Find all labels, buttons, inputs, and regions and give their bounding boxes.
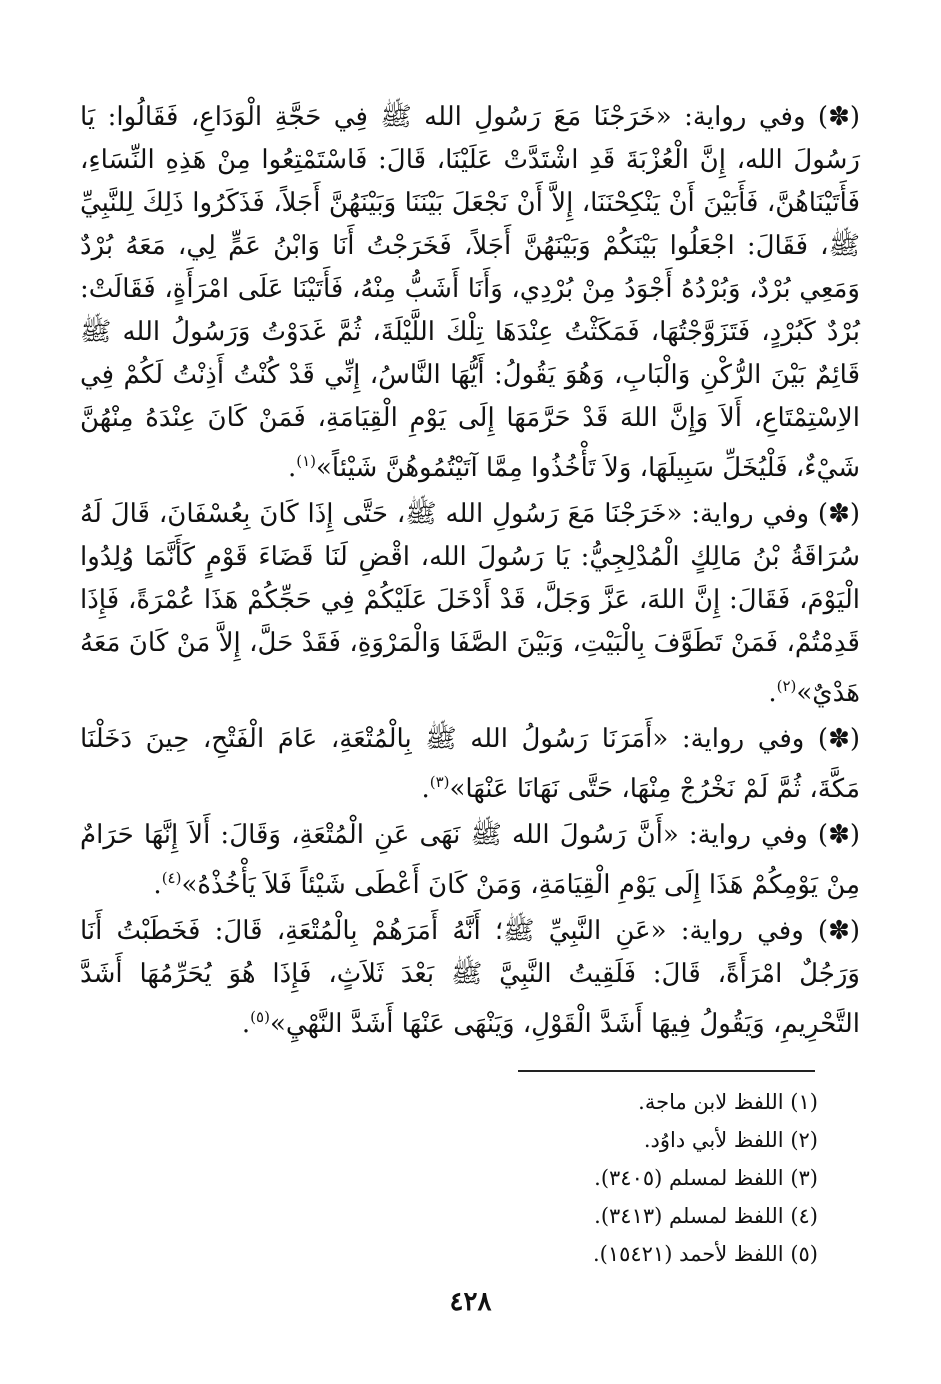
- footnote-marker: (١): [296, 452, 316, 470]
- footnotes: [440, 1083, 818, 1273]
- hadith-paragraph-4: [80, 814, 860, 907]
- hadith-paragraph-5: [80, 910, 860, 1046]
- paragraph-end: .: [768, 678, 777, 708]
- paragraph-text: (✽) وفي رواية: «خَرَجْنَا مَعَ رَسُولِ الله ﷺ فِي حَجَّةِ الْوَدَاعِ، فَقَالُوا: يَا رَسُولَ الله، إِنَّ الْعُزْبَةَ قَدِ اشْتَدَّتْ عَلَيْنَا، قَالَ: فَاسْتَمْتِعُوا مِنْ هَذِهِ النِّسَاءِ، فَأَتَيْنَاهُنَّ، فَأَبَيْنَ أَنْ يَنْكِحْنَنَا، إِلاَّ أَنْ نَجْعَلَ بَيْنَنَا وَبَيْنَهُنَّ أَجَلاً، فَذَكَرُوا ذَلِكَ لِلنَّبِيِّ ﷺ، فَقَالَ: اجْعَلُوا بَيْنَكُمْ وَبَيْنَهُنَّ أَجَلاً، فَخَرَجْتُ أَنَا وَابْنُ عَمٍّ لِي، مَعَهُ بُرْدٌ وَمَعِي بُرْدٌ، وَبُرْدُهُ أَجْوَدُ مِنْ بُرْدِي، وَأَنَا أَشَبُّ مِنْهُ، فَأَتَيْنَا عَلَى امْرَأَةٍ، فَقَالَتْ: بُرْدٌ كَبُرْدٍ، فَتَزَوَّجْتُهَا، فَمَكَثْتُ عِنْدَهَا تِلْكَ اللَّيْلَةَ، ثُمَّ غَدَوْتُ وَرَسُولُ الله ﷺ قَائِمٌ بَيْنَ الرُّكْنِ وَالْبَابِ، وَهُوَ يَقُولُ: أَيُّهَا النَّاسُ، إِنِّي قَدْ كُنْتُ أَذِنْتُ لَكُمْ فِي الاِسْتِمْتَاعِ، أَلاَ وَإِنَّ اللهَ قَدْ حَرَّمَهَا إِلَى يَوْمِ الْقِيَامَةِ، فَمَنْ كَانَ عِنْدَهُ مِنْهُنَّ شَيْءٌ، فَلْيُخَلِّ سَبِيلَهَا، وَلاَ تَأْخُذُوا مِمَّا آتَيْتُمُوهُنَّ شَيْئاً»: [80, 102, 860, 483]
- paragraph-end: .: [421, 774, 430, 804]
- footnote-marker: (٥): [250, 1008, 270, 1026]
- footnote-marker: (٢): [776, 677, 797, 695]
- footnote-marker: (٤): [161, 869, 182, 887]
- page-number: ٤٢٨: [449, 1287, 492, 1317]
- paragraph-text: (✽) وفي رواية: «عَنِ النَّبِيِّ ﷺ؛ أَنَّهُ أَمَرَهُمْ بِالْمُتْعَةِ، قَالَ: فَخَطَبْتُ أَنَا وَرَجُلٌ امْرَأَةً، قَالَ: فَلَقِيتُ النَّبِيَّ ﷺ بَعْدَ ثَلاَثٍ، فَإِذَا هُوَ يُحَرِّمُهَا أَشَدَّ التَّحْرِيمِ، وَيَقُولُ فِيهَا أَشَدَّ الْقَوْلِ، وَيَنْهَى عَنْهَا أَشَدَّ النَّهْيِ»: [80, 916, 860, 1039]
- hadith-paragraph-1: [80, 96, 860, 490]
- footnote-1: (١) اللفظ لابن ماجة.: [638, 1090, 818, 1114]
- footnote-marker: (٣): [429, 773, 450, 791]
- paragraph-text: (✽) وفي رواية: «أَمَرَنَا رَسُولُ الله ﷺ بِالْمُتْعَةِ، عَامَ الْفَتْحِ، حِينَ دَخَلْنَا مَكَّةَ، ثُمَّ لَمْ نَخْرُجْ مِنْهَا، حَتَّى نَهَانَا عَنْهَا»: [80, 724, 860, 804]
- paragraph-text: (✽) وفي رواية: «أَنَّ رَسُولَ الله ﷺ نَهَى عَنِ الْمُتْعَةِ، وَقَالَ: أَلاَ إِنَّهَا حَرَامٌ مِنْ يَوْمِكُمْ هَذَا إِلَى يَوْمِ الْقِيَامَةِ، وَمَنْ كَانَ أَعْطَى شَيْئاً فَلاَ يَأْخُذْهُ»: [80, 820, 860, 900]
- footnote-divider: [518, 1070, 815, 1072]
- paragraph-text: (✽) وفي رواية: «خَرَجْنَا مَعَ رَسُولِ الله ﷺ، حَتَّى إِذَا كَانَ بِعُسْفَانَ، قَالَ لَهُ سُرَاقَةُ بْنُ مَالِكٍ الْمُدْلِجِيُّ: يَا رَسُولَ الله، اقْضِ لَنَا قَضَاءَ قَوْمٍ كَأَنَّمَا وُلِدُوا الْيَوْمَ، فَقَالَ: إِنَّ اللهَ، عَزَّ وَجَلَّ، قَدْ أَدْخَلَ عَلَيْكُمْ فِي حَجِّكُمْ هَذَا عُمْرَةً، فَإِذَا قَدِمْتُمْ، فَمَنْ تَطَوَّفَ بِالْبَيْتِ، وَبَيْنَ الصَّفَا وَالْمَرْوَةِ، فَقَدْ حَلَّ، إِلاَّ مَنْ كَانَ مَعَهُ هَدْيٌ»: [80, 499, 860, 708]
- footnote-2: (٢) اللفظ لأبي داوُد.: [643, 1128, 818, 1152]
- paragraph-end: .: [241, 1009, 251, 1039]
- paragraph-end: .: [287, 453, 297, 483]
- footnote-3: (٣) اللفظ لمسلم (٣٤٠٥).: [594, 1166, 818, 1190]
- paragraph-end: .: [153, 870, 162, 900]
- footnote-4: (٤) اللفظ لمسلم (٣٤١٣).: [594, 1204, 818, 1228]
- footnote-5: (٥) اللفظ لأحمد (١٥٤٢١).: [592, 1242, 818, 1266]
- hadith-paragraph-3: [80, 718, 860, 811]
- main-text: [80, 96, 860, 1049]
- hadith-paragraph-2: [80, 493, 860, 715]
